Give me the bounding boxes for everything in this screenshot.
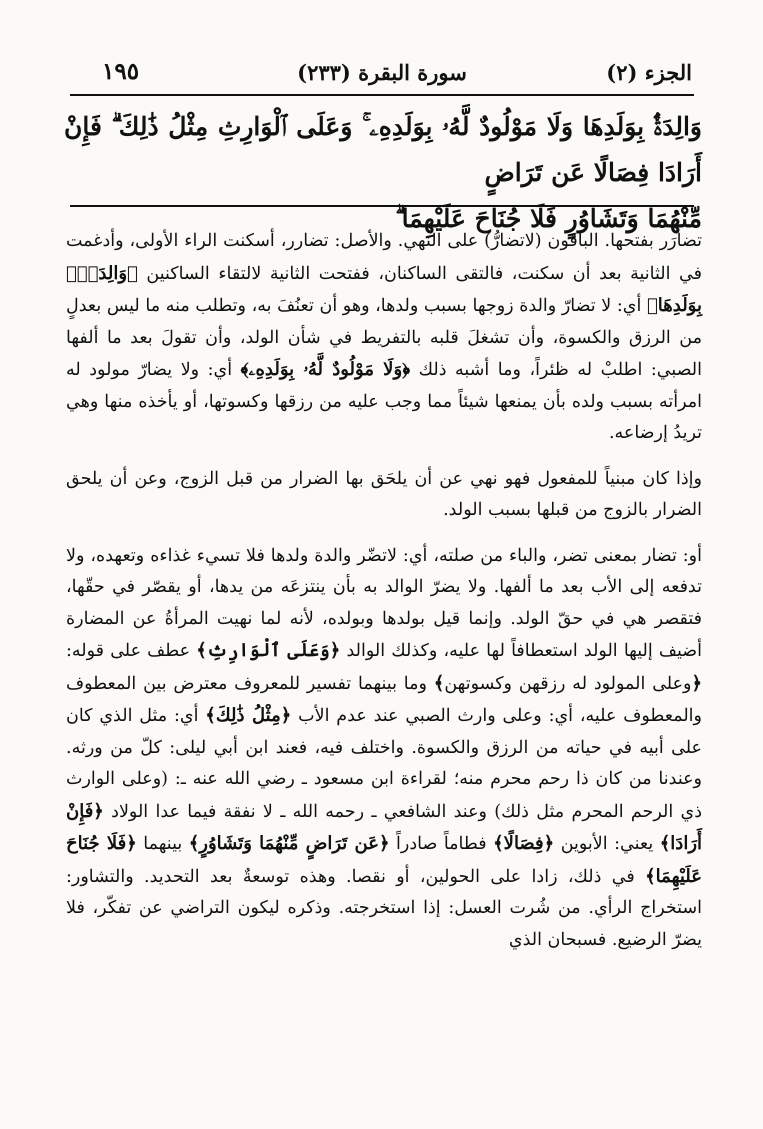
commentary-paragraph: [66, 226, 702, 450]
commentary-text: أي: لا تضارّ والدة زوجها بسبب ولدها، وهو أن تعنُفَ به، وتطلب منه ما ليس بعدلٍ من الرزق والكسوة، وأن تشغلَ قلبه بالتفريط في شأن الولد، وأن تقولَ بعد ما ألفها الصبي: اطلبْ له ظئراً، وما أشبه ذلك: [66, 296, 703, 380]
quran-quote: ﴿فِصَالًا﴾: [493, 833, 555, 854]
commentary-paragraph: [66, 464, 702, 527]
surah-title: سورة البقرة (٢٣٣): [297, 60, 467, 85]
juz-label: الجزء (٢): [606, 60, 692, 85]
quran-quote: ﴿وَعَلَى ٱلْوَارِثِ﴾: [196, 640, 341, 661]
verse-line: وَالِدَةٌۢ بِوَلَدِهَا وَلَا مَوْلُودٌ لَّهُۥ بِوَلَدِهِۦ ۚ وَعَلَى ٱلْوَارِثِ مِثْلُ ذَٰلِكَ ۗ فَإِنْ أَرَادَا فِصَالًا عَن تَرَاضٍ: [64, 112, 702, 187]
quran-quote: ﴿وَلَا مَوْلُودٌ لَّهُۥ بِوَلَدِهِۦ﴾: [240, 359, 411, 380]
quran-quote: ﴿فَلَا جُنَاحَ عَلَيْهِمَا﴾: [66, 833, 702, 887]
verse-divider: [70, 205, 694, 207]
commentary-text: فطاماً صادراً: [389, 834, 494, 854]
header-divider: [70, 94, 694, 96]
commentary-text: تضارَر بفتحها. الباقون (لاتضارُّ) على النهي. والأصل: تضارر، أسكنت الراء الأولى، وأدغمت في الثانية بعد أن سكنت، فالتقى الساكنان، ففتحت الثانية لالتقاء الساكنين: [66, 231, 702, 284]
commentary-paragraph: [66, 541, 702, 957]
commentary-text: أي: ولا يضارّ مولود له امرأته بسبب ولده بأن يمنعها شيئاً مما وجب عليه من رزقها وكسوتها، أو يأخذه منها وهي تريدُ إرضاعه.: [66, 360, 702, 443]
commentary-text: أي: مثل الذي كان على أبيه في حياته من الرزق والكسوة. واختلف فيه، فعند ابن أبي ليلى: كلّ من ورثه. وعندنا من كان ذا رحم محرم منه؛ لقراءة ابن مسعود ـ رضي الله عنه ـ: (وعلى الوارث ذي الرحم المحرم مثل ذلك) وعند الشافعي ـ رحمه الله ـ لا نفقة فيما عدا الولاد: [66, 706, 702, 822]
quran-quote: ﴿وَالِدَةٌۢ بِوَلَدِهَا﴾: [66, 262, 702, 316]
quran-quote: ﴿: [691, 672, 703, 694]
page-number: ١٩٥: [102, 58, 140, 85]
commentary-text: يعني: الأبوين: [554, 834, 660, 854]
commentary-text: في ذلك، زادا على الحولين، أو نقصا. وهذه توسعةٌ بعد التحديد. والتشاور: استخراج الرأي. من شُرت العسل: إذا استخرجته. وذكره ليكون التراضي عن تفكّر، فلا يضرّ الرضيع. فسبحان الذي: [66, 866, 702, 950]
quran-quote: ﴿فَإِنْ أَرَادَا﴾: [66, 800, 703, 854]
verse-line: مِّنْهُمَا وَتَشَاوُرٍ فَلَا جُنَاحَ عَلَيْهِمَا ۗ: [395, 204, 702, 233]
commentary-text: وإذا كان مبنياً للمفعول فهو نهي عن أن يلحَق بها الضرار من قبل الزوج، وعن أن يلحق الضرار بالزوج من قبلها بسبب الولد.: [66, 468, 702, 520]
commentary-text: أو: تضار بمعنى تضر، والباء من صلته، أي: لاتضّر والدة ولدها فلا تسيء غذاءه وتعهده، ولا تدفعه إلى الأب بعد ما ألفها. ولا يضرّ الوالد به بأن ينتزعَه من يدها، أو يقصّر في حقّها، فتقصر هي في حقّ الولد. وإنما قيل بولدها وبولده، لأنه لما نهيت المرأةُ عن المضارة أضيف إليها الولد استعطافاً لها عليه، وكذلك الوالد: [66, 545, 702, 661]
commentary-text: وما بينهما تفسير للمعروف معترض بين المعطوف والمعطوف عليه، أي: وعلى وارث الصبي عند عدم الأب: [66, 673, 702, 726]
quran-quote: ﴿عَن تَرَاضٍ مِّنْهُمَا وَتَشَاوُرٍ﴾: [188, 833, 390, 854]
quran-quote: ﴾: [433, 672, 445, 694]
commentary-text: بينهما: [136, 834, 189, 854]
page-header: [72, 56, 692, 94]
commentary-text: وعلى المولود له رزقهن وكسوتهن: [444, 673, 692, 694]
commentary-body: [66, 226, 702, 970]
quran-verse: [64, 104, 702, 242]
quran-quote: ﴿مِثْلُ ذَٰلِكَ﴾: [205, 705, 292, 726]
commentary-text: عطف على قوله:: [66, 641, 197, 661]
